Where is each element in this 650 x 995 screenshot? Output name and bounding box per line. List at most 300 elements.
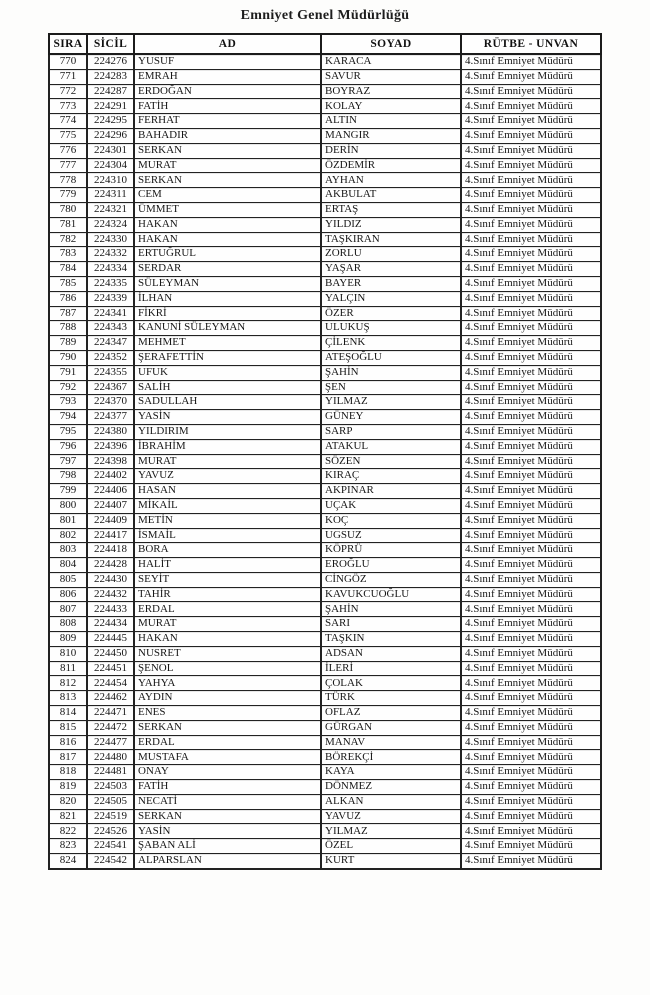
cell-sira: 817: [49, 750, 87, 765]
table-row: [49, 143, 601, 158]
cell-soyad: KOÇ: [321, 513, 461, 528]
table-row: [49, 691, 601, 706]
cell-sicil: 224519: [87, 809, 134, 824]
cell-sira: 772: [49, 84, 87, 99]
cell-sicil: 224409: [87, 513, 134, 528]
cell-rutbe: 4.Sınıf Emniyet Müdürü: [461, 336, 601, 351]
cell-sicil: 224295: [87, 114, 134, 129]
cell-soyad: ŞAHİN: [321, 365, 461, 380]
cell-ad: ŞERAFETTİN: [134, 350, 321, 365]
cell-sicil: 224310: [87, 173, 134, 188]
cell-sicil: 224324: [87, 217, 134, 232]
table-row: [49, 587, 601, 602]
cell-ad: HAKAN: [134, 232, 321, 247]
cell-sicil: 224347: [87, 336, 134, 351]
cell-soyad: YAŞAR: [321, 262, 461, 277]
table-row: [49, 676, 601, 691]
cell-rutbe: 4.Sınıf Emniyet Müdürü: [461, 262, 601, 277]
cell-sira: 810: [49, 646, 87, 661]
cell-ad: NUSRET: [134, 646, 321, 661]
cell-sira: 770: [49, 54, 87, 69]
cell-soyad: ÇİLENK: [321, 336, 461, 351]
cell-sira: 822: [49, 824, 87, 839]
table-row: [49, 321, 601, 336]
cell-soyad: SARP: [321, 424, 461, 439]
cell-rutbe: 4.Sınıf Emniyet Müdürü: [461, 854, 601, 869]
cell-ad: YASİN: [134, 410, 321, 425]
cell-ad: SERKAN: [134, 173, 321, 188]
cell-soyad: YILMAZ: [321, 824, 461, 839]
cell-sicil: 224450: [87, 646, 134, 661]
table-row: [49, 854, 601, 869]
table-row: [49, 410, 601, 425]
cell-sicil: 224462: [87, 691, 134, 706]
cell-rutbe: 4.Sınıf Emniyet Müdürü: [461, 765, 601, 780]
cell-soyad: ERTAŞ: [321, 202, 461, 217]
table-row: [49, 617, 601, 632]
table-row: [49, 306, 601, 321]
cell-ad: ÜMMET: [134, 202, 321, 217]
cell-rutbe: 4.Sınıf Emniyet Müdürü: [461, 232, 601, 247]
cell-sira: 797: [49, 454, 87, 469]
cell-rutbe: 4.Sınıf Emniyet Müdürü: [461, 143, 601, 158]
cell-rutbe: 4.Sınıf Emniyet Müdürü: [461, 424, 601, 439]
cell-rutbe: 4.Sınıf Emniyet Müdürü: [461, 676, 601, 691]
cell-ad: MEHMET: [134, 336, 321, 351]
cell-sira: 793: [49, 395, 87, 410]
cell-sira: 791: [49, 365, 87, 380]
cell-soyad: KAVUKCUOĞLU: [321, 587, 461, 602]
cell-rutbe: 4.Sınıf Emniyet Müdürü: [461, 247, 601, 262]
cell-soyad: ÖZEL: [321, 839, 461, 854]
cell-ad: AYDIN: [134, 691, 321, 706]
cell-sicil: 224377: [87, 410, 134, 425]
cell-soyad: BÖREKÇİ: [321, 750, 461, 765]
cell-ad: TAHİR: [134, 587, 321, 602]
cell-soyad: SAVUR: [321, 69, 461, 84]
cell-sira: 819: [49, 780, 87, 795]
cell-rutbe: 4.Sınıf Emniyet Müdürü: [461, 661, 601, 676]
table-row: [49, 780, 601, 795]
table-row: [49, 395, 601, 410]
cell-ad: NECATİ: [134, 794, 321, 809]
table-row: [49, 794, 601, 809]
cell-rutbe: 4.Sınıf Emniyet Müdürü: [461, 395, 601, 410]
cell-sicil: 224471: [87, 706, 134, 721]
cell-sira: 818: [49, 765, 87, 780]
cell-sira: 802: [49, 528, 87, 543]
cell-ad: ENES: [134, 706, 321, 721]
cell-ad: MUSTAFA: [134, 750, 321, 765]
cell-ad: ERDOĞAN: [134, 84, 321, 99]
cell-sicil: 224343: [87, 321, 134, 336]
cell-sira: 812: [49, 676, 87, 691]
cell-sicil: 224430: [87, 572, 134, 587]
cell-soyad: EROĞLU: [321, 558, 461, 573]
cell-ad: MİKAİL: [134, 498, 321, 513]
cell-soyad: KÖPRÜ: [321, 543, 461, 558]
cell-rutbe: 4.Sınıf Emniyet Müdürü: [461, 410, 601, 425]
cell-ad: BAHADIR: [134, 128, 321, 143]
cell-sira: 803: [49, 543, 87, 558]
cell-sicil: 224330: [87, 232, 134, 247]
cell-rutbe: 4.Sınıf Emniyet Müdürü: [461, 128, 601, 143]
cell-sicil: 224406: [87, 484, 134, 499]
table-row: [49, 188, 601, 203]
cell-sicil: 224291: [87, 99, 134, 114]
cell-rutbe: 4.Sınıf Emniyet Müdürü: [461, 632, 601, 647]
cell-sicil: 224304: [87, 158, 134, 173]
table-row: [49, 276, 601, 291]
cell-sicil: 224433: [87, 602, 134, 617]
table-row: [49, 484, 601, 499]
table-row: [49, 350, 601, 365]
cell-ad: SERKAN: [134, 809, 321, 824]
table-row: [49, 602, 601, 617]
cell-rutbe: 4.Sınıf Emniyet Müdürü: [461, 691, 601, 706]
cell-rutbe: 4.Sınıf Emniyet Müdürü: [461, 735, 601, 750]
cell-ad: ERDAL: [134, 735, 321, 750]
table-row: [49, 706, 601, 721]
cell-rutbe: 4.Sınıf Emniyet Müdürü: [461, 528, 601, 543]
cell-soyad: ADSAN: [321, 646, 461, 661]
cell-soyad: ATEŞOĞLU: [321, 350, 461, 365]
cell-sicil: 224321: [87, 202, 134, 217]
cell-rutbe: 4.Sınıf Emniyet Müdürü: [461, 794, 601, 809]
table-row: [49, 498, 601, 513]
cell-sira: 780: [49, 202, 87, 217]
cell-ad: SADULLAH: [134, 395, 321, 410]
cell-sira: 786: [49, 291, 87, 306]
cell-soyad: SÖZEN: [321, 454, 461, 469]
cell-soyad: BAYER: [321, 276, 461, 291]
cell-sira: 804: [49, 558, 87, 573]
cell-sira: 775: [49, 128, 87, 143]
cell-sicil: 224434: [87, 617, 134, 632]
cell-sira: 821: [49, 809, 87, 824]
cell-ad: ALPARSLAN: [134, 854, 321, 869]
cell-soyad: BOYRAZ: [321, 84, 461, 99]
cell-sicil: 224355: [87, 365, 134, 380]
cell-ad: HAKAN: [134, 217, 321, 232]
cell-soyad: TÜRK: [321, 691, 461, 706]
cell-rutbe: 4.Sınıf Emniyet Müdürü: [461, 558, 601, 573]
table-row: [49, 543, 601, 558]
cell-rutbe: 4.Sınıf Emniyet Müdürü: [461, 158, 601, 173]
cell-ad: YILDIRIM: [134, 424, 321, 439]
table-row: [49, 128, 601, 143]
table-row: [49, 513, 601, 528]
cell-sicil: 224332: [87, 247, 134, 262]
cell-ad: UFUK: [134, 365, 321, 380]
cell-sira: 808: [49, 617, 87, 632]
cell-rutbe: 4.Sınıf Emniyet Müdürü: [461, 454, 601, 469]
column-header-sicil: SİCİL: [87, 34, 134, 54]
cell-sira: 824: [49, 854, 87, 869]
cell-soyad: ŞEN: [321, 380, 461, 395]
cell-sira: 781: [49, 217, 87, 232]
cell-sicil: 224480: [87, 750, 134, 765]
table-row: [49, 439, 601, 454]
cell-rutbe: 4.Sınıf Emniyet Müdürü: [461, 54, 601, 69]
cell-sira: 778: [49, 173, 87, 188]
table-header: [49, 34, 601, 54]
cell-rutbe: 4.Sınıf Emniyet Müdürü: [461, 513, 601, 528]
cell-soyad: İLERİ: [321, 661, 461, 676]
table-row: [49, 291, 601, 306]
cell-sira: 805: [49, 572, 87, 587]
table-row: [49, 247, 601, 262]
cell-soyad: AKBULAT: [321, 188, 461, 203]
cell-sicil: 224341: [87, 306, 134, 321]
table-row: [49, 54, 601, 69]
cell-soyad: YILMAZ: [321, 395, 461, 410]
column-header-soyad: SOYAD: [321, 34, 461, 54]
personnel-table: [48, 33, 602, 870]
cell-sicil: 224311: [87, 188, 134, 203]
cell-ad: MURAT: [134, 158, 321, 173]
cell-rutbe: 4.Sınıf Emniyet Müdürü: [461, 839, 601, 854]
cell-sira: 816: [49, 735, 87, 750]
cell-soyad: KARACA: [321, 54, 461, 69]
cell-soyad: GÜRGAN: [321, 720, 461, 735]
cell-sira: 788: [49, 321, 87, 336]
table-row: [49, 158, 601, 173]
cell-ad: EMRAH: [134, 69, 321, 84]
cell-ad: SERDAR: [134, 262, 321, 277]
cell-sira: 789: [49, 336, 87, 351]
cell-sicil: 224352: [87, 350, 134, 365]
cell-ad: İSMAİL: [134, 528, 321, 543]
table-row: [49, 558, 601, 573]
cell-ad: HASAN: [134, 484, 321, 499]
cell-sicil: 224454: [87, 676, 134, 691]
cell-sira: 806: [49, 587, 87, 602]
table-row: [49, 839, 601, 854]
table-row: [49, 336, 601, 351]
table-row: [49, 809, 601, 824]
cell-soyad: MANAV: [321, 735, 461, 750]
cell-rutbe: 4.Sınıf Emniyet Müdürü: [461, 809, 601, 824]
cell-sicil: 224398: [87, 454, 134, 469]
cell-sicil: 224432: [87, 587, 134, 602]
cell-ad: YAHYA: [134, 676, 321, 691]
cell-rutbe: 4.Sınıf Emniyet Müdürü: [461, 439, 601, 454]
cell-ad: MURAT: [134, 617, 321, 632]
cell-soyad: KOLAY: [321, 99, 461, 114]
table-row: [49, 262, 601, 277]
cell-rutbe: 4.Sınıf Emniyet Müdürü: [461, 276, 601, 291]
table-row: [49, 720, 601, 735]
table-row: [49, 646, 601, 661]
cell-rutbe: 4.Sınıf Emniyet Müdürü: [461, 498, 601, 513]
cell-sicil: 224418: [87, 543, 134, 558]
cell-sira: 800: [49, 498, 87, 513]
cell-ad: FATİH: [134, 99, 321, 114]
table-header-row: [49, 34, 601, 54]
cell-sicil: 224296: [87, 128, 134, 143]
cell-sira: 776: [49, 143, 87, 158]
cell-soyad: ŞAHİN: [321, 602, 461, 617]
cell-ad: İLHAN: [134, 291, 321, 306]
cell-soyad: TAŞKIN: [321, 632, 461, 647]
table-row: [49, 99, 601, 114]
table-row: [49, 454, 601, 469]
cell-rutbe: 4.Sınıf Emniyet Müdürü: [461, 84, 601, 99]
cell-rutbe: 4.Sınıf Emniyet Müdürü: [461, 173, 601, 188]
table-row: [49, 469, 601, 484]
cell-ad: FİKRİ: [134, 306, 321, 321]
cell-rutbe: 4.Sınıf Emniyet Müdürü: [461, 291, 601, 306]
cell-sicil: 224451: [87, 661, 134, 676]
table-row: [49, 572, 601, 587]
column-header-rutbe: RÜTBE - UNVAN: [461, 34, 601, 54]
cell-sira: 785: [49, 276, 87, 291]
cell-soyad: GÜNEY: [321, 410, 461, 425]
cell-rutbe: 4.Sınıf Emniyet Müdürü: [461, 69, 601, 84]
cell-ad: SALİH: [134, 380, 321, 395]
cell-soyad: YILDIZ: [321, 217, 461, 232]
cell-ad: ONAY: [134, 765, 321, 780]
cell-soyad: AKPINAR: [321, 484, 461, 499]
cell-rutbe: 4.Sınıf Emniyet Müdürü: [461, 217, 601, 232]
cell-sicil: 224380: [87, 424, 134, 439]
cell-rutbe: 4.Sınıf Emniyet Müdürü: [461, 720, 601, 735]
cell-ad: SERKAN: [134, 143, 321, 158]
cell-sicil: 224301: [87, 143, 134, 158]
cell-ad: YUSUF: [134, 54, 321, 69]
table-row: [49, 173, 601, 188]
cell-soyad: ALKAN: [321, 794, 461, 809]
cell-sira: 807: [49, 602, 87, 617]
cell-sira: 811: [49, 661, 87, 676]
cell-ad: HALİT: [134, 558, 321, 573]
cell-sira: 820: [49, 794, 87, 809]
cell-sira: 794: [49, 410, 87, 425]
cell-sira: 813: [49, 691, 87, 706]
cell-ad: SEYİT: [134, 572, 321, 587]
cell-ad: ERDAL: [134, 602, 321, 617]
cell-sira: 798: [49, 469, 87, 484]
cell-sira: 771: [49, 69, 87, 84]
cell-rutbe: 4.Sınıf Emniyet Müdürü: [461, 543, 601, 558]
cell-soyad: SARI: [321, 617, 461, 632]
cell-ad: KANUNİ SÜLEYMAN: [134, 321, 321, 336]
cell-sira: 795: [49, 424, 87, 439]
cell-soyad: KURT: [321, 854, 461, 869]
table-row: [49, 365, 601, 380]
cell-ad: YASİN: [134, 824, 321, 839]
cell-soyad: ÖZDEMİR: [321, 158, 461, 173]
cell-ad: FATİH: [134, 780, 321, 795]
cell-rutbe: 4.Sınıf Emniyet Müdürü: [461, 646, 601, 661]
cell-ad: SÜLEYMAN: [134, 276, 321, 291]
cell-rutbe: 4.Sınıf Emniyet Müdürü: [461, 602, 601, 617]
cell-ad: ŞENOL: [134, 661, 321, 676]
cell-sira: 777: [49, 158, 87, 173]
cell-rutbe: 4.Sınıf Emniyet Müdürü: [461, 321, 601, 336]
cell-sicil: 224477: [87, 735, 134, 750]
cell-sicil: 224407: [87, 498, 134, 513]
cell-sicil: 224283: [87, 69, 134, 84]
cell-sicil: 224541: [87, 839, 134, 854]
cell-sira: 784: [49, 262, 87, 277]
cell-rutbe: 4.Sınıf Emniyet Müdürü: [461, 780, 601, 795]
table-row: [49, 424, 601, 439]
cell-soyad: ATAKUL: [321, 439, 461, 454]
cell-sicil: 224334: [87, 262, 134, 277]
cell-sira: 801: [49, 513, 87, 528]
cell-sira: 790: [49, 350, 87, 365]
table-row: [49, 661, 601, 676]
table-row: [49, 750, 601, 765]
cell-sicil: 224472: [87, 720, 134, 735]
cell-soyad: OFLAZ: [321, 706, 461, 721]
cell-sicil: 224503: [87, 780, 134, 795]
cell-rutbe: 4.Sınıf Emniyet Müdürü: [461, 99, 601, 114]
cell-sicil: 224396: [87, 439, 134, 454]
cell-sicil: 224339: [87, 291, 134, 306]
cell-sicil: 224276: [87, 54, 134, 69]
cell-soyad: ZORLU: [321, 247, 461, 262]
cell-sira: 792: [49, 380, 87, 395]
cell-soyad: DÖNMEZ: [321, 780, 461, 795]
table-row: [49, 528, 601, 543]
cell-sira: 783: [49, 247, 87, 262]
cell-rutbe: 4.Sınıf Emniyet Müdürü: [461, 188, 601, 203]
cell-soyad: KAYA: [321, 765, 461, 780]
cell-soyad: UÇAK: [321, 498, 461, 513]
cell-rutbe: 4.Sınıf Emniyet Müdürü: [461, 365, 601, 380]
cell-soyad: DERİN: [321, 143, 461, 158]
cell-sicil: 224370: [87, 395, 134, 410]
cell-sira: 809: [49, 632, 87, 647]
cell-sira: 814: [49, 706, 87, 721]
cell-sira: 779: [49, 188, 87, 203]
page-title: Emniyet Genel Müdürlüğü: [240, 8, 410, 23]
cell-rutbe: 4.Sınıf Emniyet Müdürü: [461, 824, 601, 839]
cell-rutbe: 4.Sınıf Emniyet Müdürü: [461, 202, 601, 217]
cell-sira: 823: [49, 839, 87, 854]
cell-soyad: YALÇIN: [321, 291, 461, 306]
cell-ad: CEM: [134, 188, 321, 203]
cell-soyad: ÖZER: [321, 306, 461, 321]
table-row: [49, 69, 601, 84]
cell-rutbe: 4.Sınıf Emniyet Müdürü: [461, 572, 601, 587]
cell-rutbe: 4.Sınıf Emniyet Müdürü: [461, 380, 601, 395]
column-header-sira: SIRA: [49, 34, 87, 54]
cell-ad: BORA: [134, 543, 321, 558]
cell-sicil: 224542: [87, 854, 134, 869]
cell-soyad: ALTIN: [321, 114, 461, 129]
cell-rutbe: 4.Sınıf Emniyet Müdürü: [461, 617, 601, 632]
cell-sicil: 224367: [87, 380, 134, 395]
cell-soyad: UGSUZ: [321, 528, 461, 543]
table-row: [49, 380, 601, 395]
cell-soyad: KIRAÇ: [321, 469, 461, 484]
table-row: [49, 114, 601, 129]
cell-ad: SERKAN: [134, 720, 321, 735]
cell-ad: ERTUĞRUL: [134, 247, 321, 262]
cell-sira: 799: [49, 484, 87, 499]
table-row: [49, 735, 601, 750]
cell-ad: ŞABAN ALİ: [134, 839, 321, 854]
cell-ad: YAVUZ: [134, 469, 321, 484]
cell-sicil: 224417: [87, 528, 134, 543]
table-row: [49, 232, 601, 247]
cell-sicil: 224335: [87, 276, 134, 291]
cell-rutbe: 4.Sınıf Emniyet Müdürü: [461, 750, 601, 765]
